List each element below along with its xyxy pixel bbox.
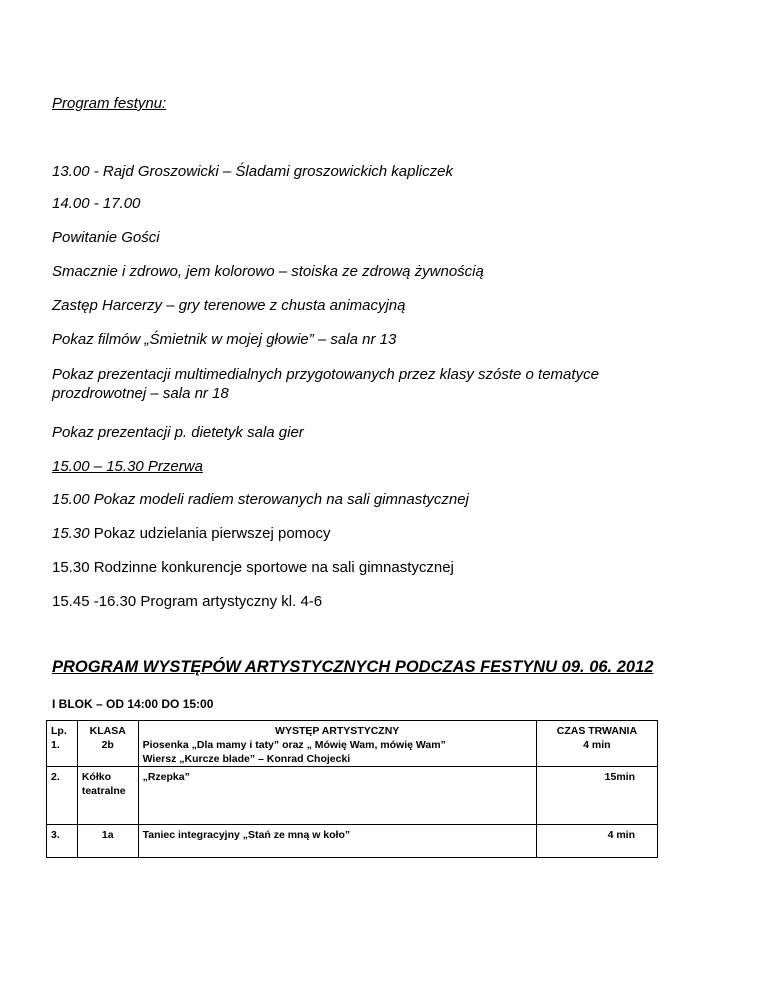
table-row: [47, 767, 658, 825]
czas-value: 4 min: [536, 825, 657, 858]
wystep-line: Piosenka „Dla mamy i taty” oraz „ Mówię Wam, mówię Wam”: [142, 739, 446, 751]
schedule-text: Pokaz udzielania pierwszej pomocy: [89, 525, 331, 542]
wystep-cell: [138, 721, 536, 767]
schedule-item: 15.45 -16.30 Program artystyczny kl. 4-6: [52, 593, 323, 610]
wystep-line: „Rzepka”: [142, 771, 190, 783]
lp-value: 1.: [51, 739, 60, 751]
klasa-value: teatralne: [81, 785, 126, 797]
czas-cell: [536, 721, 657, 767]
schedule-item: Zastęp Harcerzy – gry terenowe z chusta animacyjną: [52, 297, 406, 314]
wystep-cell: [138, 825, 536, 858]
schedule-item: 15.30 Rodzinne konkurencje sportowe na sali gimnastycznej: [52, 559, 454, 576]
czas-value: 15min: [536, 767, 657, 825]
schedule-item: Pokaz prezentacji p. dietetyk sala gier: [52, 424, 304, 441]
schedule-item: 15.00 Pokaz modeli radiem sterowanych na sali gimnastycznej: [52, 491, 469, 508]
czas-value: 4 min: [583, 739, 611, 751]
table-row: [47, 825, 658, 858]
klasa-value: 2b: [101, 739, 114, 751]
lp-cell: [47, 721, 78, 767]
schedule-item-break: 15.00 – 15.30 Przerwa: [52, 458, 203, 475]
schedule-item: Smacznie i zdrowo, jem kolorowo – stoiska ze zdrową żywnością: [52, 263, 484, 280]
klasa-cell: [77, 721, 138, 767]
czas-header: CZAS TRWANIA: [556, 725, 638, 737]
schedule-item: 13.00 - Rajd Groszowicki – Śladami groszowickich kapliczek: [52, 163, 453, 180]
table-row: [47, 721, 658, 767]
klasa-cell: [77, 767, 138, 825]
schedule-item: Powitanie Gości: [52, 229, 160, 246]
wystep-line: Wiersz „Kurcze blade” – Konrad Chojecki: [142, 753, 351, 765]
schedule-item: Pokaz prezentacji multimedialnych przygotowanych przez klasy szóste o tematyce prozdrowotnej – sala nr 18: [52, 366, 599, 402]
wystep-line: Taniec integracyjny „Stań ze mną w koło”: [142, 829, 351, 841]
lp-header: Lp.: [51, 725, 67, 737]
klasa-value: 1a: [77, 825, 138, 858]
schedule-time: 15.30: [52, 525, 90, 542]
schedule-item: Pokaz filmów „Śmietnik w mojej głowie” – sala nr 13: [52, 331, 397, 348]
lp-value: 3.: [47, 825, 78, 858]
schedule-item: 14.00 - 17.00: [52, 195, 141, 212]
block-title: I BLOK – OD 14:00 DO 15:00: [52, 697, 214, 711]
page-title: Program festynu:: [52, 95, 167, 112]
lp-value: 2.: [47, 767, 78, 825]
schedule-item: [52, 524, 331, 543]
wystep-cell: [138, 767, 536, 825]
wystep-header: WYSTĘP ARTYSTYCZNY: [275, 725, 400, 737]
performance-table: [46, 720, 658, 858]
section-title: PROGRAM WYSTĘPÓW ARTYSTYCZNYCH PODCZAS FESTYNU 09. 06. 2012: [52, 658, 654, 676]
klasa-header: KLASA: [89, 725, 126, 737]
klasa-value: Kółko: [81, 771, 111, 783]
